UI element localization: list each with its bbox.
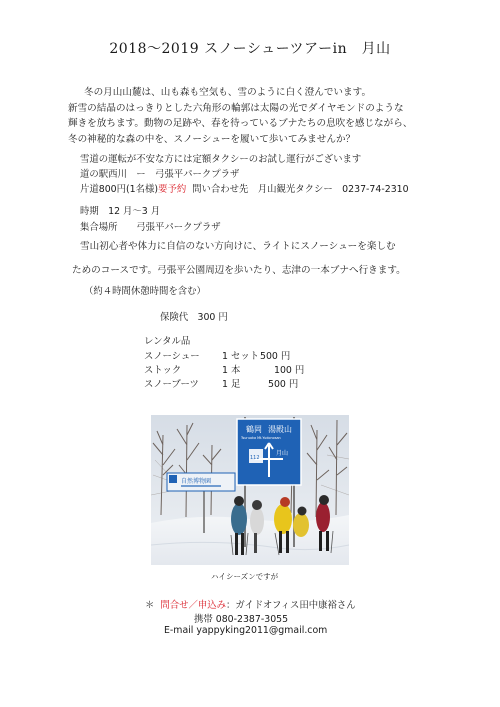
sign-text: 鶴岡	[246, 425, 262, 434]
intro-line: 輝きを放ちます。動物の足跡や、春を待っているブナたちの息吹を感じながら、	[68, 118, 413, 129]
sign-text: Tsuruoka Mt.Yudonosan	[241, 436, 281, 440]
rental-item-qty: 1 足	[222, 379, 241, 390]
taxi-contact: 問い合わせ先 月山観光タクシー 0237-74-2310	[192, 184, 409, 195]
rental-item-qty: 1 セット	[222, 351, 260, 362]
course-line: ためのコースです。弓張平公園周辺を歩いたり、志津の一本ブナへ行きます。	[72, 265, 406, 276]
sign-text: 月山	[276, 450, 289, 457]
intro-paragraph	[68, 85, 488, 147]
rental-item-price: 500 円	[268, 379, 299, 390]
rental-table	[144, 348, 304, 390]
svg-text:112: 112	[250, 455, 260, 461]
tour-photo	[151, 415, 349, 565]
rental-heading: レンタル品	[144, 336, 191, 347]
insurance-fee: 保険代 300 円	[160, 312, 228, 323]
course-duration: （約４時間休憩時間を含む）	[84, 286, 206, 297]
taxi-fare-price: 片道800円(1名様)	[80, 184, 159, 195]
rental-item-name: スノーブーツ	[144, 379, 199, 390]
sign-text: 自然博物園	[181, 478, 212, 485]
tour-period: 時期 12 月〜3 月	[80, 206, 161, 217]
rental-item-qty: 1 本	[222, 365, 241, 376]
reservation-required: 要予約	[158, 184, 187, 195]
taxi-fare	[80, 181, 409, 195]
sign-text: 湯殿山	[268, 425, 292, 434]
course-line: 雪山初心者や体力に自信のない方向けに、ライトにスノーシューを楽しむ	[80, 241, 396, 252]
contact-person: ：ガイドオフィス田中康裕さん	[226, 600, 356, 611]
taxi-route: 道の駅西川 ー 弓張平パークプラザ	[80, 169, 240, 180]
email-address[interactable]: E-mail yappyking2011@gmail.com	[164, 625, 328, 636]
intro-line: 新雪の結晶のはっきりとした六角形の輪郭は太陽の光でダイヤモンドのような	[68, 102, 404, 114]
intro-line: 冬の神秘的な森の中を、スノーシューを履いて歩いてみませんか？	[68, 133, 356, 145]
page-title: 2018〜2019 スノーシューツアーin 月山	[109, 41, 391, 57]
taxi-notice: 雪道の運転が不安な方には定額タクシーのお試し運行がございます	[80, 154, 362, 165]
photo-caption: ハイシーズンですが	[211, 572, 279, 581]
rental-item-name: スノーシュー	[144, 351, 200, 362]
inquiry-label: 問合せ／申込み	[160, 600, 226, 611]
rental-item-price: 500 円	[260, 351, 291, 362]
rental-item-name: ストック	[144, 365, 182, 376]
contact-line	[145, 597, 356, 611]
phone-number: 携帯 080-2387-3055	[194, 614, 289, 625]
rental-row	[144, 348, 304, 362]
rental-item-price: 100 円	[274, 365, 305, 376]
intro-line: 冬の月山山麓は、山も森も空気も、雪のように白く澄んでいます。	[84, 87, 372, 98]
rental-row	[144, 376, 304, 390]
rental-row	[144, 362, 304, 376]
meeting-place: 集合場所 弓張平パークプラザ	[80, 222, 221, 233]
asterisk: ＊	[145, 600, 155, 611]
